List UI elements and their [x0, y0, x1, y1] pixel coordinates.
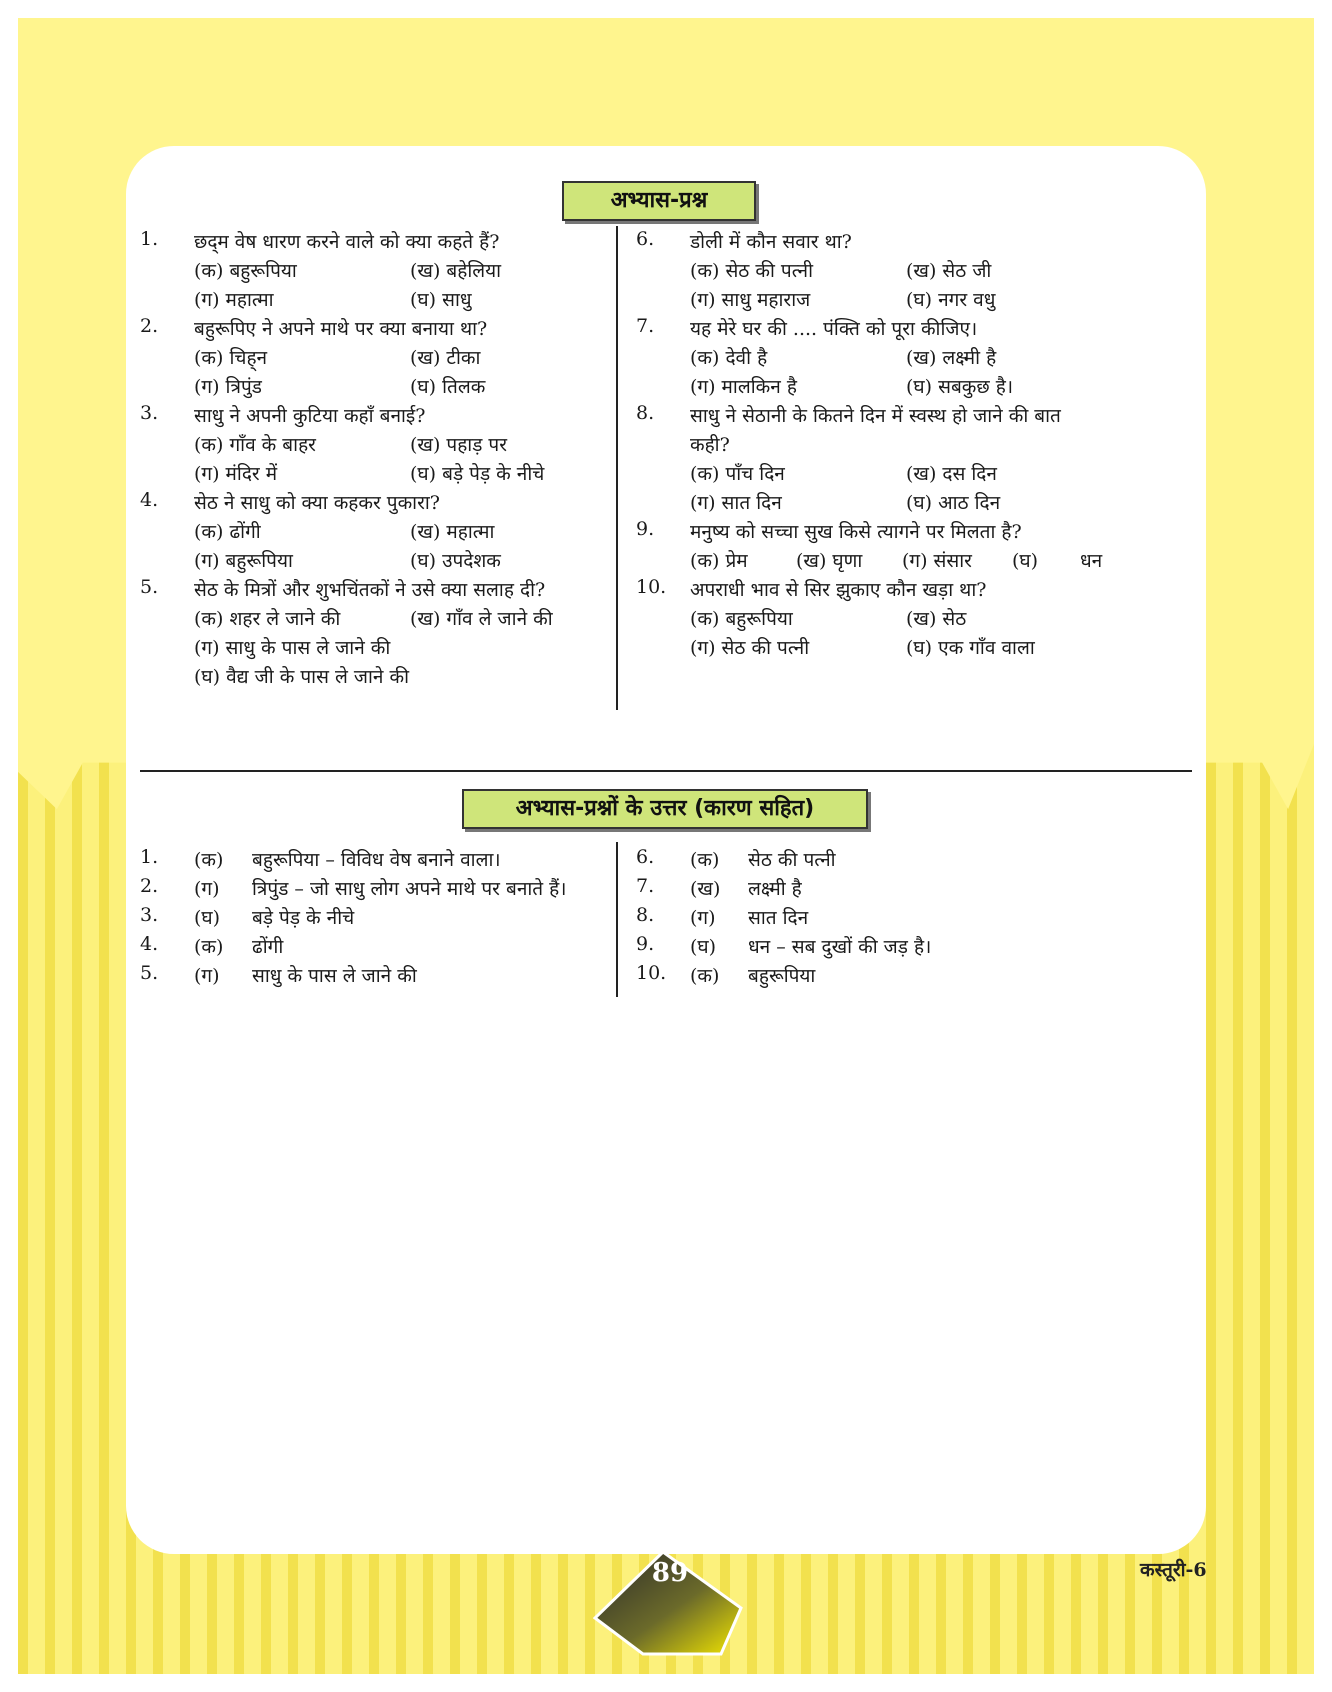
option: (ग) सेठ की पत्नी	[690, 637, 810, 659]
option: (ग) सात दिन	[690, 492, 782, 514]
answer-number: 2.	[140, 875, 159, 897]
option: (घ) एक गाँव वाला	[906, 637, 1035, 659]
option: (क) बहुरूपिया	[690, 608, 793, 630]
column-divider	[616, 226, 618, 710]
answer-text: बहुरूपिया – विविध वेष बनाने वाला।	[252, 849, 501, 871]
answer-option: (क)	[194, 936, 224, 958]
answer-option: (क)	[690, 965, 720, 987]
question-number: 2.	[140, 315, 159, 337]
option: धन	[1080, 550, 1103, 572]
option: (क) बहुरूपिया	[194, 260, 297, 282]
answers-title: अभ्यास-प्रश्नों के उत्तर (कारण सहित)	[462, 789, 868, 829]
option: (क) प्रेम	[690, 550, 748, 572]
answer-text: सेठ की पत्नी	[748, 849, 836, 871]
answer-number: 4.	[140, 933, 159, 955]
answer-number: 7.	[636, 875, 655, 897]
answer-option: (घ)	[194, 907, 221, 929]
questions-left-column	[140, 228, 610, 698]
option: (ख) दस दिन	[906, 463, 997, 485]
answer-option: (क)	[194, 849, 224, 871]
answer-text: बड़े पेड़ के नीचे	[252, 907, 355, 929]
answer-text: साधु के पास ले जाने की	[252, 965, 417, 987]
option: (घ) सबकुछ है।	[906, 376, 1014, 398]
question-number: 6.	[636, 228, 655, 250]
option: (क) पाँच दिन	[690, 463, 785, 485]
option: (ख) सेठ जी	[906, 260, 992, 282]
section-divider	[140, 770, 1192, 772]
answer-number: 5.	[140, 962, 159, 984]
question-text: डोली में कौन सवार था?	[690, 231, 852, 253]
answer-text: त्रिपुंड – जो साधु लोग अपने माथे पर बनाते हैं।	[252, 878, 567, 900]
question-number: 7.	[636, 315, 655, 337]
option: (ग) संसार	[902, 550, 972, 572]
content-card	[126, 146, 1206, 1554]
question-text-continued: कही?	[690, 434, 730, 456]
answers-right-column	[636, 846, 1176, 996]
answer-option: (घ)	[690, 936, 717, 958]
page-number: 89	[651, 1558, 689, 1588]
option: (ग) साधु के पास ले जाने की	[194, 637, 391, 659]
option: (घ) तिलक	[410, 376, 486, 398]
option: (घ) वैद्य जी के पास ले जाने की	[194, 666, 409, 688]
option: (ग) मंदिर में	[194, 463, 278, 485]
exercise-title: अभ्यास-प्रश्न	[562, 181, 756, 221]
question-text: साधु ने सेठानी के कितने दिन में स्वस्थ हो जाने की बात	[690, 405, 1061, 427]
option: (ग) बहुरूपिया	[194, 550, 293, 572]
answers-column-divider	[616, 842, 618, 997]
answer-number: 3.	[140, 904, 159, 926]
answer-number: 8.	[636, 904, 655, 926]
question-text: यह मेरे घर की .... पंक्ति को पूरा कीजिए।	[690, 318, 978, 340]
answer-text: ढोंगी	[252, 936, 284, 958]
book-label: कस्तूरी-6	[1140, 1559, 1207, 1581]
option: (क) देवी है	[690, 347, 768, 369]
option: (घ) बड़े पेड़ के नीचे	[410, 463, 545, 485]
option: (ख) टीका	[410, 347, 481, 369]
option: (ख) गाँव ले जाने की	[410, 608, 553, 630]
option: (क) सेठ की पत्नी	[690, 260, 814, 282]
answer-option: (ग)	[690, 907, 716, 929]
answers-left-column	[140, 846, 610, 996]
answer-option: (ग)	[194, 878, 220, 900]
question-text: अपराधी भाव से सिर झुकाए कौन खड़ा था?	[690, 579, 987, 601]
question-text: छद्‌म वेष धारण करने वाले को क्या कहते हैं?	[194, 231, 500, 253]
question-number: 1.	[140, 228, 159, 250]
question-text: मनुष्य को सच्चा सुख किसे त्यागने पर मिलता है?	[690, 521, 1022, 543]
question-number: 3.	[140, 402, 159, 424]
option: (क) गाँव के बाहर	[194, 434, 316, 456]
question-number: 8.	[636, 402, 655, 424]
answer-number: 6.	[636, 846, 655, 868]
option: (घ) साधु	[410, 289, 472, 311]
question-number: 9.	[636, 518, 655, 540]
question-number: 5.	[140, 576, 159, 598]
questions-right-column	[636, 228, 1196, 698]
answer-text: बहुरूपिया	[748, 965, 816, 987]
option: (ख) सेठ	[906, 608, 967, 630]
answer-number: 10.	[636, 962, 667, 984]
answer-text: धन – सब दुखों की जड़ है।	[748, 936, 932, 958]
question-text: साधु ने अपनी कुटिया कहाँ बनाई?	[194, 405, 426, 427]
option: (क) चिह्‌न	[194, 347, 268, 369]
question-number: 10.	[636, 576, 667, 598]
option: (ख) महात्मा	[410, 521, 495, 543]
option: (घ)	[1012, 550, 1039, 572]
option: (घ) उपदेशक	[410, 550, 501, 572]
answer-number: 1.	[140, 846, 159, 868]
option: (घ) आठ दिन	[906, 492, 1001, 514]
option: (ग) त्रिपुंड	[194, 376, 262, 398]
option: (ख) बहेलिया	[410, 260, 502, 282]
question-text: बहुरूपिए ने अपने माथे पर क्या बनाया था?	[194, 318, 488, 340]
option: (ग) मालकिन है	[690, 376, 797, 398]
option: (ख) पहाड़ पर	[410, 434, 507, 456]
question-text: सेठ के मित्रों और शुभचिंतकों ने उसे क्या सलाह दी?	[194, 579, 546, 601]
answer-text: सात दिन	[748, 907, 809, 929]
question-text: सेठ ने साधु को क्या कहकर पुकारा?	[194, 492, 440, 514]
answer-option: (ग)	[194, 965, 220, 987]
option: (ग) साधु महाराज	[690, 289, 811, 311]
option: (क) ढोंगी	[194, 521, 261, 543]
option: (क) शहर ले जाने की	[194, 608, 341, 630]
option: (ख) लक्ष्मी है	[906, 347, 997, 369]
answer-option: (ख)	[690, 878, 721, 900]
option: (घ) नगर वधु	[906, 289, 996, 311]
question-number: 4.	[140, 489, 159, 511]
answer-number: 9.	[636, 933, 655, 955]
answer-option: (क)	[690, 849, 720, 871]
option: (ख) घृणा	[796, 550, 863, 572]
option: (ग) महात्मा	[194, 289, 274, 311]
answer-text: लक्ष्मी है	[748, 878, 802, 900]
